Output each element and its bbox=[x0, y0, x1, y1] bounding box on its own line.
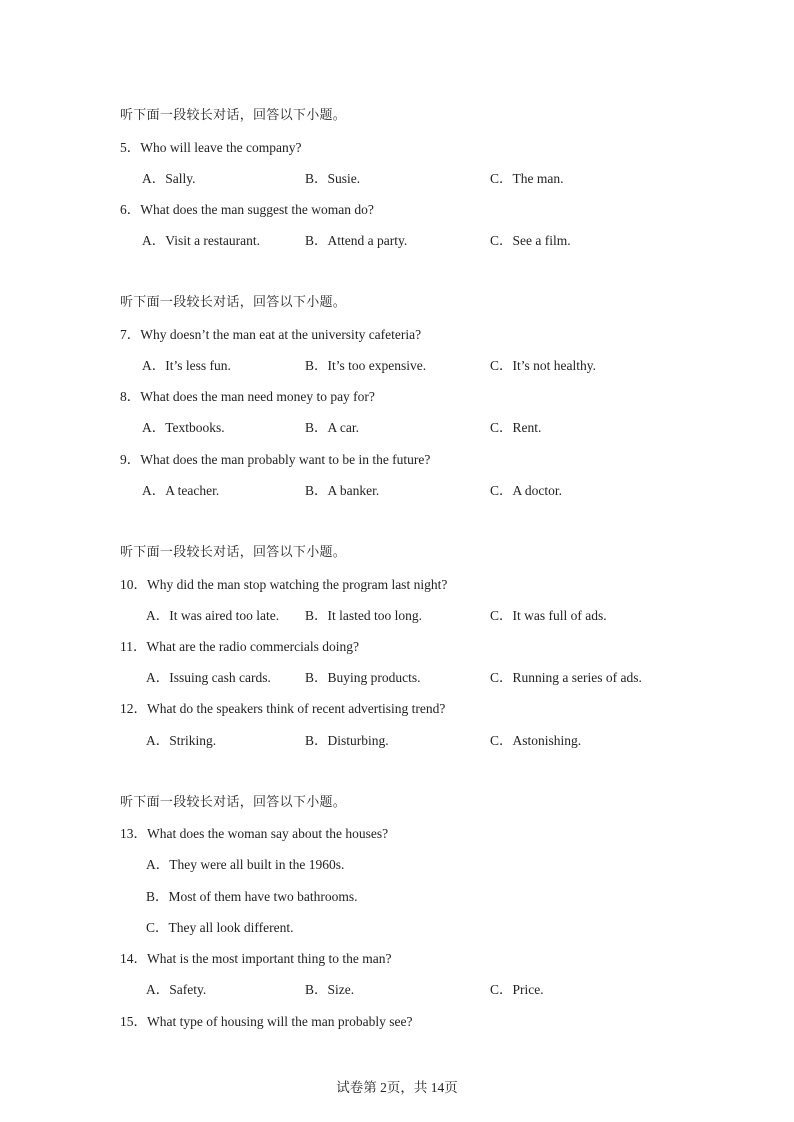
option-14c: C．Price. bbox=[490, 982, 544, 997]
option-10c: C．It was full of ads. bbox=[490, 608, 607, 623]
option-8c: C．Rent. bbox=[490, 420, 542, 435]
option-6c: C．See a film. bbox=[490, 233, 571, 248]
option-9b: B．A banker. bbox=[305, 483, 380, 498]
section-instruction: 听下面一段较长对话，回答以下小题。 bbox=[120, 107, 347, 122]
section-instruction: 听下面一段较长对话，回答以下小题。 bbox=[120, 794, 347, 809]
option-10b: B．It lasted too long. bbox=[305, 608, 422, 623]
question-7: 7．Why doesn’t the man eat at the university cafeteria? bbox=[120, 327, 422, 342]
question-11: 11．What are the radio commercials doing? bbox=[120, 639, 360, 654]
page-footer: 试卷第 2页，共 14页 bbox=[336, 1080, 458, 1095]
option-8b: B．A car. bbox=[305, 420, 359, 435]
question-13: 13．What does the woman say about the houses? bbox=[120, 826, 389, 841]
option-13b: B．Most of them have two bathrooms. bbox=[146, 889, 358, 904]
option-14b: B．Size. bbox=[305, 982, 355, 997]
option-7a: A．It’s less fun. bbox=[142, 358, 231, 373]
option-13c: C．They all look different. bbox=[146, 920, 294, 935]
question-15: 15．What type of housing will the man probably see? bbox=[120, 1014, 413, 1029]
option-10a: A．It was aired too late. bbox=[146, 608, 280, 623]
option-14a: A．Safety. bbox=[146, 982, 207, 997]
option-6a: A．Visit a restaurant. bbox=[142, 233, 261, 248]
option-6b: B．Attend a party. bbox=[305, 233, 408, 248]
option-5c: C．The man. bbox=[490, 171, 564, 186]
question-12: 12．What do the speakers think of recent advertising trend? bbox=[120, 701, 446, 716]
question-8: 8．What does the man need money to pay for? bbox=[120, 389, 375, 404]
option-13a: A．They were all built in the 1960s. bbox=[146, 857, 345, 872]
question-5: 5．Who will leave the company? bbox=[120, 140, 302, 155]
option-7c: C．It’s not healthy. bbox=[490, 358, 596, 373]
option-7b: B．It’s too expensive. bbox=[305, 358, 427, 373]
option-12a: A．Striking. bbox=[146, 733, 217, 748]
question-9: 9．What does the man probably want to be in the future? bbox=[120, 452, 431, 467]
option-5a: A．Sally. bbox=[142, 171, 196, 186]
option-11a: A．Issuing cash cards. bbox=[146, 670, 271, 685]
option-5b: B．Susie. bbox=[305, 171, 361, 186]
section-instruction: 听下面一段较长对话，回答以下小题。 bbox=[120, 544, 347, 559]
option-9c: C．A doctor. bbox=[490, 483, 563, 498]
option-12c: C．Astonishing. bbox=[490, 733, 582, 748]
option-8a: A．Textbooks. bbox=[142, 420, 225, 435]
option-9a: A．A teacher. bbox=[142, 483, 220, 498]
question-6: 6．What does the man suggest the woman do? bbox=[120, 202, 374, 217]
option-11c: C．Running a series of ads. bbox=[490, 670, 642, 685]
option-12b: B．Disturbing. bbox=[305, 733, 389, 748]
section-instruction: 听下面一段较长对话，回答以下小题。 bbox=[120, 294, 347, 309]
question-14: 14．What is the most important thing to the man? bbox=[120, 951, 392, 966]
question-10: 10．Why did the man stop watching the program last night? bbox=[120, 577, 448, 592]
option-11b: B．Buying products. bbox=[305, 670, 421, 685]
